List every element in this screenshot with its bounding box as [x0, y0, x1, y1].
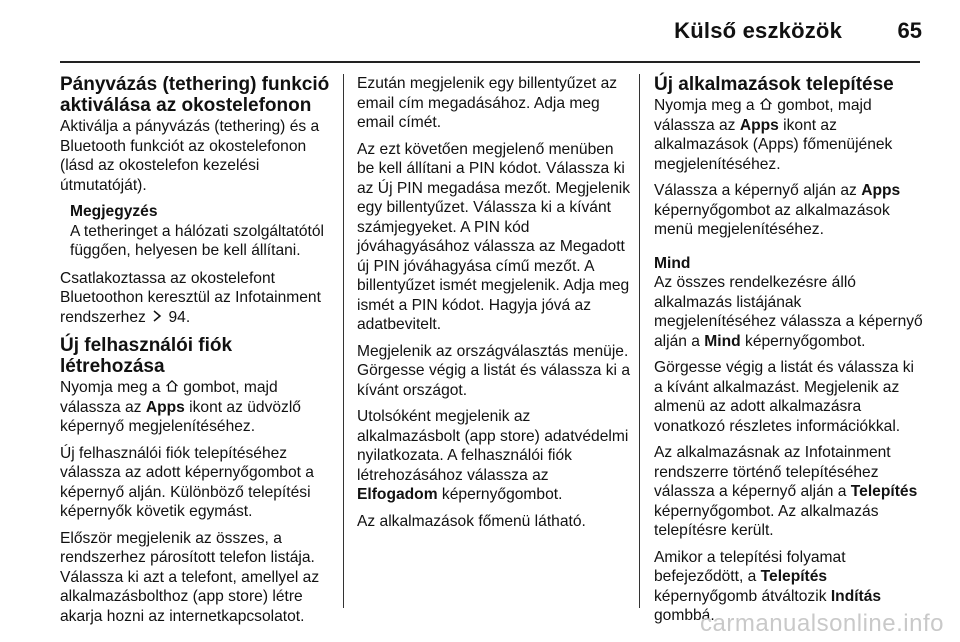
paragraph: Utolsóként megjelenik az alkalmazásbolt (app store) adatvédelmi nyilatkozata. A felhasználói fiók létrehozásához válassza az Elfogadom képernyőgombot. [357, 408, 629, 503]
paragraph: Aktiválja a pányvázás (tethering) és a Bluetooth funkciót az okostelefonon (lásd az okostelefon kezelési útmutatóját). [60, 118, 320, 194]
subheading-all: Mind [654, 254, 691, 272]
home-icon [759, 96, 773, 116]
note-text: A tetheringet a hálózati szolgáltatótól függően, helyesen be kell állítani. [70, 222, 324, 259]
section-heading-new-account: Új felhasználói fiók létrehozása [60, 335, 233, 377]
column-1 [60, 74, 336, 633]
paragraph: Görgesse végig a listát és válassza ki a kívánt alkalmazást. Megjelenik az almenü az adott alkalmazásra vonatkozó részletes információkkal. [654, 359, 915, 435]
section-heading-tethering: Pányvázás (tethering) funkció aktiválása az okostelefonon [60, 74, 330, 116]
paragraph: Az ezt követően megjelenő menüben be kell állítani a PIN kódot. Válassza ki az Új PIN megadása mezőt. Megjelenik egy billentyűzet. Válassza ki a kívánt számjegyeket. A PIN kód jóváhagyásához válassza az Megadott új PIN jóváhagyása című mezőt. A billentyűzet ismét megjelenik. Adja meg ismét a PIN kódot. Hagyja jóvá az adatbevitelt. [357, 140, 631, 333]
reference-arrow-icon [150, 308, 164, 328]
column-divider-1 [343, 74, 344, 608]
header-divider [60, 61, 920, 63]
page-number: 65 [897, 18, 922, 43]
paragraph: Ezután megjelenik egy billentyűzet az email cím megadásához. Adja meg email címét. [357, 75, 618, 131]
chapter-title: Külső eszközök [674, 18, 842, 43]
column-2 [357, 74, 631, 538]
paragraph: Válassza a képernyő alján az Apps képernyőgombot az alkalmazások menü megjelenítéséhez. [654, 182, 901, 238]
paragraph: Új felhasználói fiók telepítéséhez válassza az adott képernyőgombot a képernyő alján. Különböző telepítési képernyők követik egymást. [60, 444, 314, 520]
paragraph: Amikor a telepítési folyamat befejeződött, a Telepítés képernyőgomb átváltozik Indítás gombbá. [654, 548, 882, 624]
column-divider-2 [639, 74, 640, 608]
page-header [0, 0, 960, 60]
paragraph: Az alkalmazásnak az Infotainment rendszerre történő telepítéséhez válassza a képernyő alján a Telepítés képernyőgombot. Az alkalmazás telepítésre került. [654, 444, 918, 539]
note-title: Megjegyzés [70, 203, 158, 220]
paragraph: Az alkalmazások főmenü látható. [357, 512, 586, 530]
paragraph: Először megjelenik az összes, a rendszerhez párosított telefon listája. Válassza ki azt a telefont, amellyel az alkalmazásbolthoz (app store) létre akarja hozni az internetkapcsolatot. [60, 529, 320, 625]
paragraph: Nyomja meg a gombot, majd válassza az Apps ikont az üdvözlő képernyő megjelenítéséhez. [60, 379, 301, 435]
paragraph: Megjelenik az országválasztás menüje. Görgesse végig a listát és válassza ki a kívánt országot. [357, 342, 631, 399]
watermark: carmanualsonline.info [700, 610, 944, 637]
page-reference[interactable]: 94. [168, 308, 191, 326]
home-icon [165, 378, 179, 398]
paragraph: Nyomja meg a gombot, majd válassza az Apps ikont az alkalmazások (Apps) főmenüjének megjelenítéséhez. [654, 97, 893, 173]
section-heading-install-apps: Új alkalmazások telepítése [654, 74, 894, 95]
paragraph: Az összes rendelkezésre álló alkalmazás listájának megjelenítéséhez válassza a képernyő alján a Mind képernyőgombot. [654, 274, 923, 350]
note-box [70, 202, 336, 261]
column-3 [654, 74, 924, 633]
paragraph: Csatlakoztassa az okostelefont Bluetoothon keresztül az Infotainment rendszerhez 94. [60, 269, 321, 326]
